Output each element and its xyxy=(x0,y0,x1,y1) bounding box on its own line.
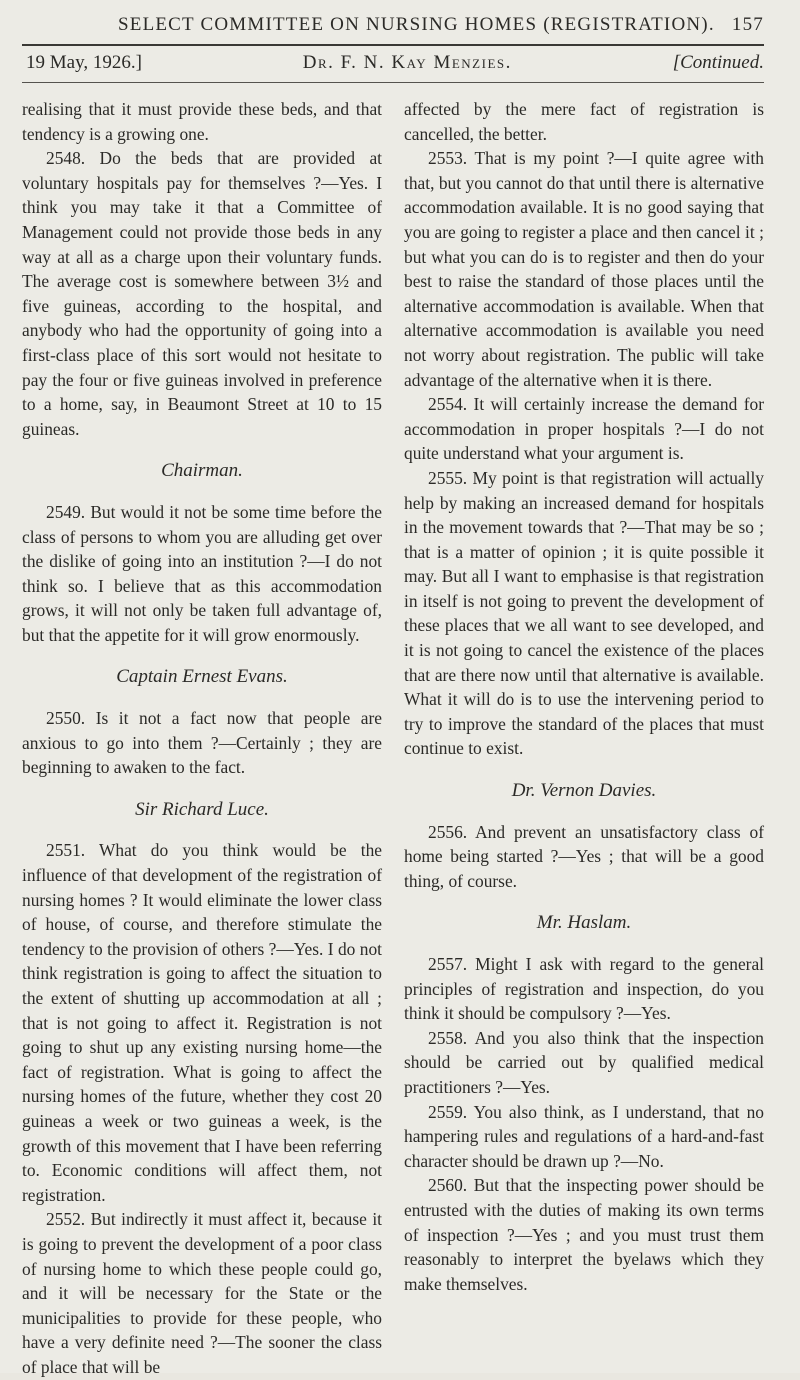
speaker-heading: Dr. Vernon Davies. xyxy=(511,780,657,802)
paragraph: 2552. But indirectly it must affect it, because it is going to prevent the development of a poor class of nursing home to which these people could go, and it will be necessary for the State or the municipalities to provide for these people, who have a very definite need ?—The sooner the class of place that will be xyxy=(22,1209,382,1377)
speaker-heading: Mr. Haslam. xyxy=(536,912,632,934)
paragraph: 2556. And prevent an unsatisfactory class of home being started ?—Yes ; that will be a good thing, of course. xyxy=(404,821,764,891)
paragraph: 2559. You also think, as I understand, that no hampering rules and regulations of a hard-and-fast character should be drawn up ?—No. xyxy=(404,1101,764,1171)
running-head xyxy=(22,14,764,38)
paragraph: 2557. Might I ask with regard to the general principles of registration and inspection, do you think it should be compulsory ?—Yes. xyxy=(404,954,764,1024)
paragraph: 2550. Is it not a fact now that people are anxious to go into them ?—Certainly ; they are beginning to awaken to the fact. xyxy=(22,708,382,778)
paragraph: 2548. Do the beds that are provided at voluntary hospitals pay for themselves ?—Yes. I think you may take it that a Committee of Management could not provide those beds in any way at all as a charge upon their voluntary funds. The average cost is somewhere between 3½ and five guineas, according to the hospital, and anybody who had the opportunity of going into a first-class place of this sort would not hesitate to pay the four or five guineas involved in preference to a home, say, in Beaumont Street at 10 to 15 guineas. xyxy=(22,148,382,439)
speaker-heading: Captain Ernest Evans. xyxy=(116,666,288,688)
continued-label: [Continued. xyxy=(672,52,764,73)
speaker-heading: Chairman. xyxy=(161,460,243,482)
paragraph: 2549. But would it not be some time before the class of persons to whom you are alluding get over the dislike of going into an institution ?—I do not think so. I believe that as this accommodation grows, it will not only be taken full advantage of, but that the appetite for it will grow enormously. xyxy=(22,501,382,645)
sitting-date: 19 May, 1926.] xyxy=(26,52,142,73)
paragraph: 2558. And you also think that the inspection should be carried out by qualified medical practitioners ?—Yes. xyxy=(404,1027,764,1097)
speaker-heading: Sir Richard Luce. xyxy=(135,798,269,820)
paragraph: affected by the mere fact of registration is cancelled, the better. xyxy=(404,99,764,144)
header-rule xyxy=(22,44,764,46)
witness-name: Dr. F. N. Kay Menzies. xyxy=(302,52,512,73)
body-columns xyxy=(22,97,764,1380)
paragraph: 2560. But that the inspecting power should be entrusted with the duties of making its own terms of inspection ?—Yes ; and you must trust them reasonably to interpret the byelaws which they make themselves. xyxy=(404,1175,764,1294)
running-title: SELECT COMMITTEE ON NURSING HOMES (REGISTRATION). xyxy=(118,14,715,35)
paragraph: 2554. It will certainly increase the demand for accommodation in proper hospitals ?—I do not quite understand what your argument is. xyxy=(404,394,764,464)
left-column xyxy=(22,97,382,1380)
subhead xyxy=(22,52,764,74)
page-number: 157 xyxy=(731,14,764,35)
paragraph: 2555. My point is that registration will actually help by making an increased demand for hospitals in the movement towards that ?—That may be so ; that is a matter of opinion ; it is quite possible it may. But all I want to emphasise is that registration in itself is not going to prevent the development of these places that we all want to see developed, and it is not going to cancel the existence of the places that are there now until that alternative is available. What it will do is to use the intervening period to try to improve the standard of the places that must continue to exist. xyxy=(404,467,764,759)
subhead-rule xyxy=(22,82,764,83)
paragraph: 2553. That is my point ?—I quite agree with that, but you cannot do that until there is alternative accommodation available. It is no good saying that you are going to register a place and then cancel it ; but what you can do is to register and then do your best to raise the standard of those places until the alternative accommodation is available. When that alternative accommodation is available you need not worry about registration. The public will take advantage of the alternative when it is there. xyxy=(404,148,764,390)
right-column xyxy=(404,97,764,1380)
paragraph: realising that it must provide these beds, and that tendency is a growing one. xyxy=(22,99,382,144)
paragraph: 2551. What do you think would be the influence of that development of the registration of nursing homes ? It would eliminate the lower class of house, of course, and therefore stimulate the tendency to the provision of others ?—Yes. I do not think registration is going to affect the situation to the extent of shutting up accommodation at all ; that is not going to affect it. Registration is not going to shut up any existing nursing home—the fact of registration. What is going to affect the nursing homes of the future, whether they cost 20 guineas a week or two guineas a week, is the growth of this movement that I have been referring to. Economic conditions will affect them, not registration. xyxy=(22,840,382,1205)
